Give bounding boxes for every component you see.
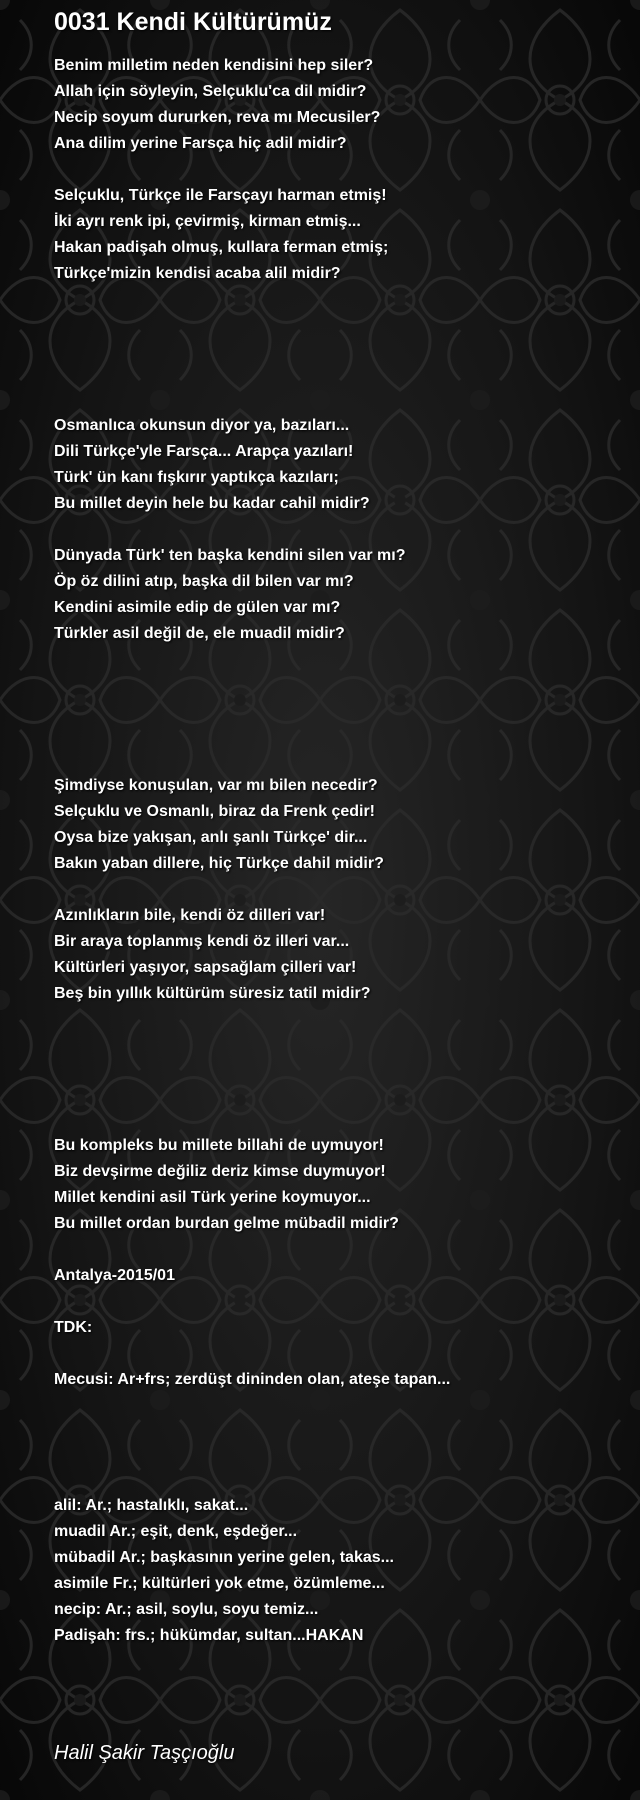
poem-line: Millet kendini asil Türk yerine koymuyor...: [54, 1189, 371, 1206]
poem-line: Osmanlıca okunsun diyor ya, bazıları...: [54, 417, 350, 434]
glossary-item: necip: Ar.; asil, soylu, soyu temiz...: [54, 1601, 319, 1618]
poem-line: Beş bin yıllık kültürüm süresiz tatil midir?: [54, 985, 371, 1002]
poem-line: Benim milletim neden kendisini hep siler?: [54, 57, 374, 74]
poem-line: Türkler asil değil de, ele muadil midir?: [54, 625, 345, 642]
glossary-item: Padişah: frs.; hükümdar, sultan...HAKAN: [54, 1627, 364, 1644]
poem-line: Öp öz dilini atıp, başka dil bilen var mı?: [54, 573, 354, 590]
poem-line: Kendini asimile edip de gülen var mı?: [54, 599, 341, 616]
glossary-item: alil: Ar.; hastalıklı, sakat...: [54, 1497, 249, 1514]
poem-line: İki ayrı renk ipi, çevirmiş, kirman etmiş...: [54, 213, 361, 230]
poem-line: Dünyada Türk' ten başka kendini silen var mı?: [54, 547, 406, 564]
poem-line: Hakan padişah olmuş, kullara ferman etmiş;: [54, 239, 389, 256]
poem-line: Bakın yaban dillere, hiç Türkçe dahil midir?: [54, 855, 384, 872]
glossary-item: muadil Ar.; eşit, denk, eşdeğer...: [54, 1523, 298, 1540]
poem-line: Allah için söyleyin, Selçuklu'ca dil midir?: [54, 83, 367, 100]
place-date: Antalya-2015/01: [54, 1267, 175, 1284]
poem-line: Bu kompleks bu millete billahi de uymuyor!: [54, 1137, 384, 1154]
poem-line: Necip soyum dururken, reva mı Mecusiler?: [54, 109, 381, 126]
poem-line: Bu millet deyin hele bu kadar cahil midir?: [54, 495, 370, 512]
poem-line: Bir araya toplanmış kendi öz illeri var...: [54, 933, 350, 950]
glossary-note: Mecusi: Ar+frs; zerdüşt dininden olan, ateşe tapan...: [54, 1371, 451, 1388]
poem-line: Oysa bize yakışan, anlı şanlı Türkçe' dir...: [54, 829, 368, 846]
poem-line: Dili Türkçe'yle Farsça... Arapça yazıları!: [54, 443, 354, 460]
glossary-item: mübadil Ar.; başkasının yerine gelen, takas...: [54, 1549, 394, 1566]
poem-line: Türk' ün kanı fışkırır yaptıkça kazıları;: [54, 469, 339, 486]
tdk-label: TDK:: [54, 1319, 93, 1336]
glossary-item: asimile Fr.; kültürleri yok etme, özümleme...: [54, 1575, 385, 1592]
poem-line: Selçuklu, Türkçe ile Farsçayı harman etmiş!: [54, 187, 387, 204]
poem-line: Selçuklu ve Osmanlı, biraz da Frenk çedir!: [54, 803, 376, 820]
poem-line: Biz devşirme değiliz deriz kimse duymuyor!: [54, 1163, 386, 1180]
poem-line: Türkçe'mizin kendisi acaba alil midir?: [54, 265, 341, 282]
poem-title: 0031 Kendi Kültürümüz: [54, 8, 332, 36]
author-name: Halil Şakir Taşçıoğlu: [54, 1742, 235, 1764]
poem-line: Şimdiyse konuşulan, var mı bilen necedir?: [54, 777, 378, 794]
poem-line: Ana dilim yerine Farsça hiç adil midir?: [54, 135, 347, 152]
poem-line: Azınlıkların bile, kendi öz dilleri var!: [54, 907, 326, 924]
poem-line: Kültürleri yaşıyor, sapsağlam çilleri var!: [54, 959, 357, 976]
poem-line: Bu millet ordan burdan gelme mübadil midir?: [54, 1215, 399, 1232]
